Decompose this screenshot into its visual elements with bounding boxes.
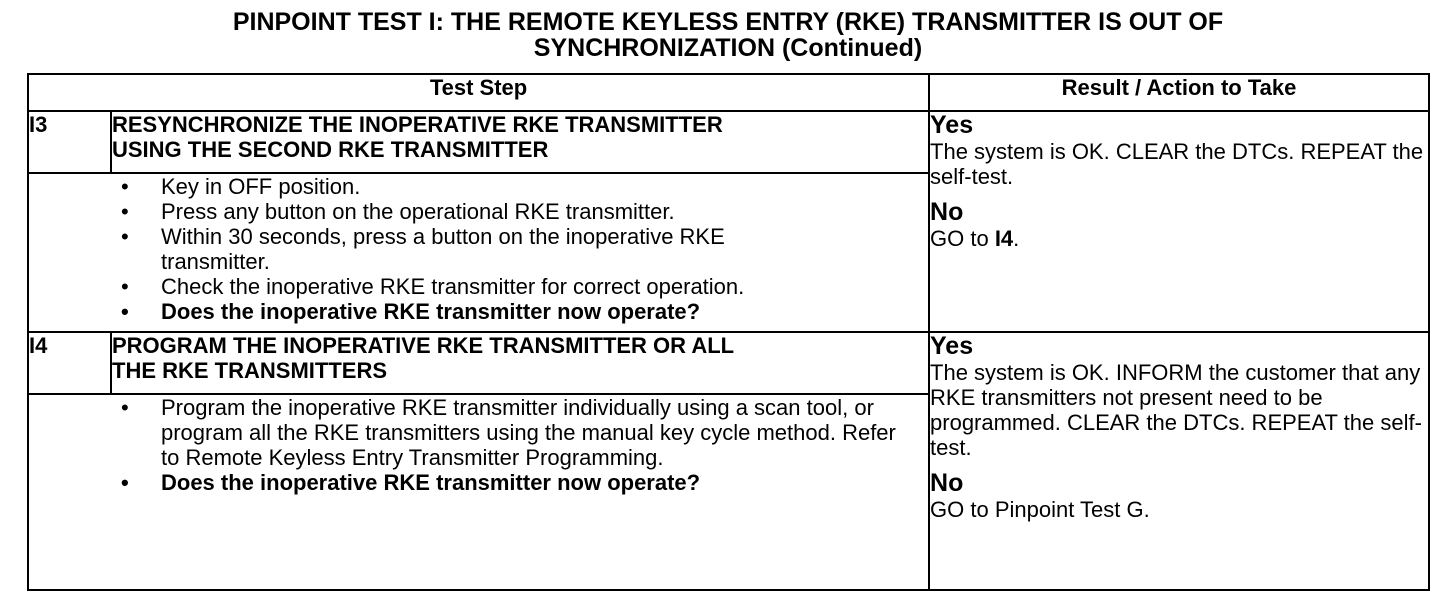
no-text-i4[interactable]: GO to Pinpoint Test G. <box>930 497 1150 522</box>
result-i4 <box>929 332 1429 590</box>
test-step-header: Test Step <box>28 74 929 111</box>
yes-label-i4: Yes <box>930 332 974 360</box>
no-label-i4: No <box>930 469 964 497</box>
result-i3 <box>929 111 1429 332</box>
no-text-i3-prefix: GO to <box>930 226 995 251</box>
step-i3-title-row <box>28 111 1429 173</box>
no-text-i3-suffix: . <box>1013 226 1020 251</box>
step-body-i3 <box>28 173 929 332</box>
list-item: • Does the inoperative RKE transmitter now operate? <box>161 299 928 324</box>
step-title-i3-line-1: RESYNCHRONIZE THE INOPERATIVE RKE TRANSMITTER <box>112 112 723 137</box>
step-title-i3-line-2: USING THE SECOND RKE TRANSMITTER <box>112 137 549 162</box>
page-title <box>0 9 1456 61</box>
list-item: • Check the inoperative RKE transmitter for correct operation. <box>161 274 928 299</box>
step-title-i4-line-2: THE RKE TRANSMITTERS <box>112 358 387 383</box>
step-title-i4-line-1: PROGRAM THE INOPERATIVE RKE TRANSMITTER OR ALL <box>112 333 735 358</box>
list-item: • Key in OFF position. <box>161 174 928 199</box>
no-text-i3 <box>930 226 1428 254</box>
step-i4-title-row <box>28 332 1429 394</box>
title-line-2: SYNCHRONIZATION (Continued) <box>533 34 923 62</box>
step-i4-bullet-list <box>29 395 928 495</box>
list-item: • Program the inoperative RKE transmitter individually using a scan tool, or program all the RKE transmitters using the manual key cycle method. Refer to Remote Keyless Entry Transmitter Programming. <box>161 395 928 470</box>
step-title-i4 <box>111 332 929 394</box>
yes-label-i3: Yes <box>930 111 974 139</box>
yes-text-i4: The system is OK. INFORM the customer that any RKE transmitters not present need to be programmed. CLEAR the DTCs. REPEAT the self-test. <box>930 360 1422 460</box>
step-title-i3 <box>111 111 929 173</box>
step-number-i4: I4 <box>28 332 111 394</box>
step-i3-bullet-list <box>29 174 928 324</box>
title-line-1: PINPOINT TEST I: THE REMOTE KEYLESS ENTRY (RKE) TRANSMITTER IS OUT OF <box>232 8 1224 36</box>
step-number-i3: I3 <box>28 111 111 173</box>
header-row <box>28 74 1429 111</box>
result-header: Result / Action to Take <box>929 74 1429 111</box>
list-item: • Within 30 seconds, press a button on the inoperative RKE transmitter. <box>161 224 928 274</box>
step-body-i4 <box>28 394 929 590</box>
pinpoint-test-table <box>27 73 1430 591</box>
list-item: • Press any button on the operational RKE transmitter. <box>161 199 928 224</box>
no-label-i3: No <box>930 198 964 226</box>
list-item: • Does the inoperative RKE transmitter now operate? <box>161 470 928 495</box>
yes-text-i3: The system is OK. CLEAR the DTCs. REPEAT the self-test. <box>930 139 1424 189</box>
no-text-i3-ref[interactable]: I4 <box>994 226 1014 251</box>
